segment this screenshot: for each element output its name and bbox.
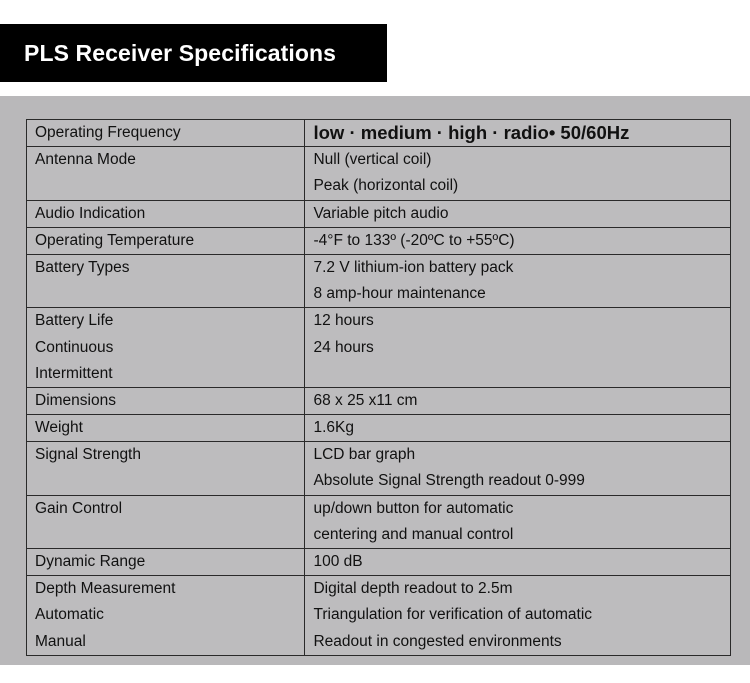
spec-value-cell	[305, 442, 731, 495]
spec-label-cell	[27, 442, 305, 495]
spec-value-cell	[305, 308, 731, 388]
spec-value: Triangulation for verification of automatic	[313, 606, 593, 624]
spec-label-cell	[27, 254, 305, 307]
spec-label: Battery Life	[35, 312, 114, 330]
spec-label-cell	[27, 415, 305, 442]
specs-panel	[0, 96, 750, 665]
spec-value: Readout in congested environments	[313, 632, 562, 650]
spec-row	[27, 576, 731, 656]
spec-value-cell	[305, 415, 731, 442]
spec-label-cell	[27, 308, 305, 388]
spec-value: centering and manual control	[313, 525, 514, 543]
spec-value: Absolute Signal Strength readout 0-999	[313, 472, 585, 490]
spec-label: Antenna Mode	[35, 151, 136, 169]
spec-value-cell	[305, 576, 731, 656]
spec-label-cell	[27, 227, 305, 254]
specs-table	[26, 119, 731, 656]
spec-value: Digital depth readout to 2.5m	[313, 580, 513, 598]
spec-value: 8 amp-hour maintenance	[313, 285, 486, 303]
spec-label-cell	[27, 495, 305, 548]
spec-value	[313, 361, 722, 387]
spec-label: Weight	[35, 419, 83, 437]
spec-row	[27, 254, 731, 307]
spec-value-cell	[305, 387, 731, 414]
spec-row	[27, 308, 731, 388]
spec-row	[27, 200, 731, 227]
spec-row	[27, 415, 731, 442]
spec-label: Continuous	[35, 338, 114, 356]
spec-row	[27, 120, 731, 147]
spec-label-cell	[27, 576, 305, 656]
title-bar	[0, 24, 387, 82]
spec-row	[27, 495, 731, 548]
spec-value-cell	[305, 120, 731, 147]
spec-value: LCD bar graph	[313, 446, 416, 464]
spec-label: Dimensions	[35, 391, 116, 409]
spec-label: Audio Indication	[35, 204, 146, 222]
spec-label: Intermittent	[35, 364, 113, 382]
spec-row	[27, 227, 731, 254]
spec-value-cell	[305, 227, 731, 254]
spec-label-cell	[27, 120, 305, 147]
page-title: PLS Receiver Specifications	[24, 40, 337, 66]
spec-value: Variable pitch audio	[313, 204, 449, 222]
spec-value: Null (vertical coil)	[313, 151, 432, 169]
spec-label: Manual	[35, 632, 86, 650]
spec-value-cell	[305, 200, 731, 227]
spec-label: Signal Strength	[35, 446, 141, 464]
spec-value: 1.6Kg	[313, 419, 354, 437]
spec-value-cell	[305, 549, 731, 576]
spec-row	[27, 147, 731, 200]
spec-label: Gain Control	[35, 499, 123, 517]
spec-label-cell	[27, 549, 305, 576]
spec-row	[27, 549, 731, 576]
spec-value: 24 hours	[313, 338, 374, 356]
spec-row	[27, 442, 731, 495]
spec-value: 100 dB	[313, 553, 363, 570]
spec-value: up/down button for automatic	[313, 499, 514, 517]
spec-value: -4°F to 133º (-20ºC to +55ºC)	[313, 231, 515, 249]
spec-value: 68 x 25 x11 cm	[313, 391, 418, 409]
spec-value-cell	[305, 254, 731, 307]
spec-label: Dynamic Range	[35, 553, 146, 570]
spec-label-cell	[27, 387, 305, 414]
spec-label: Operating Frequency	[35, 124, 181, 141]
specs-table-body	[27, 120, 731, 656]
spec-label: Battery Types	[35, 258, 130, 276]
spec-label: Automatic	[35, 606, 104, 624]
spec-label: Depth Measurement	[35, 580, 176, 598]
spec-label: Operating Temperature	[35, 231, 195, 249]
spec-value-cell	[305, 495, 731, 548]
spec-row	[27, 387, 731, 414]
spec-value-cell	[305, 147, 731, 200]
spec-value: 12 hours	[313, 312, 374, 330]
spec-label-cell	[27, 200, 305, 227]
spec-label-cell	[27, 147, 305, 200]
spec-value: low · medium · high · radio• 50/60Hz	[313, 122, 630, 143]
spec-value: 7.2 V lithium-ion battery pack	[313, 258, 514, 276]
spec-value: Peak (horizontal coil)	[313, 177, 459, 195]
